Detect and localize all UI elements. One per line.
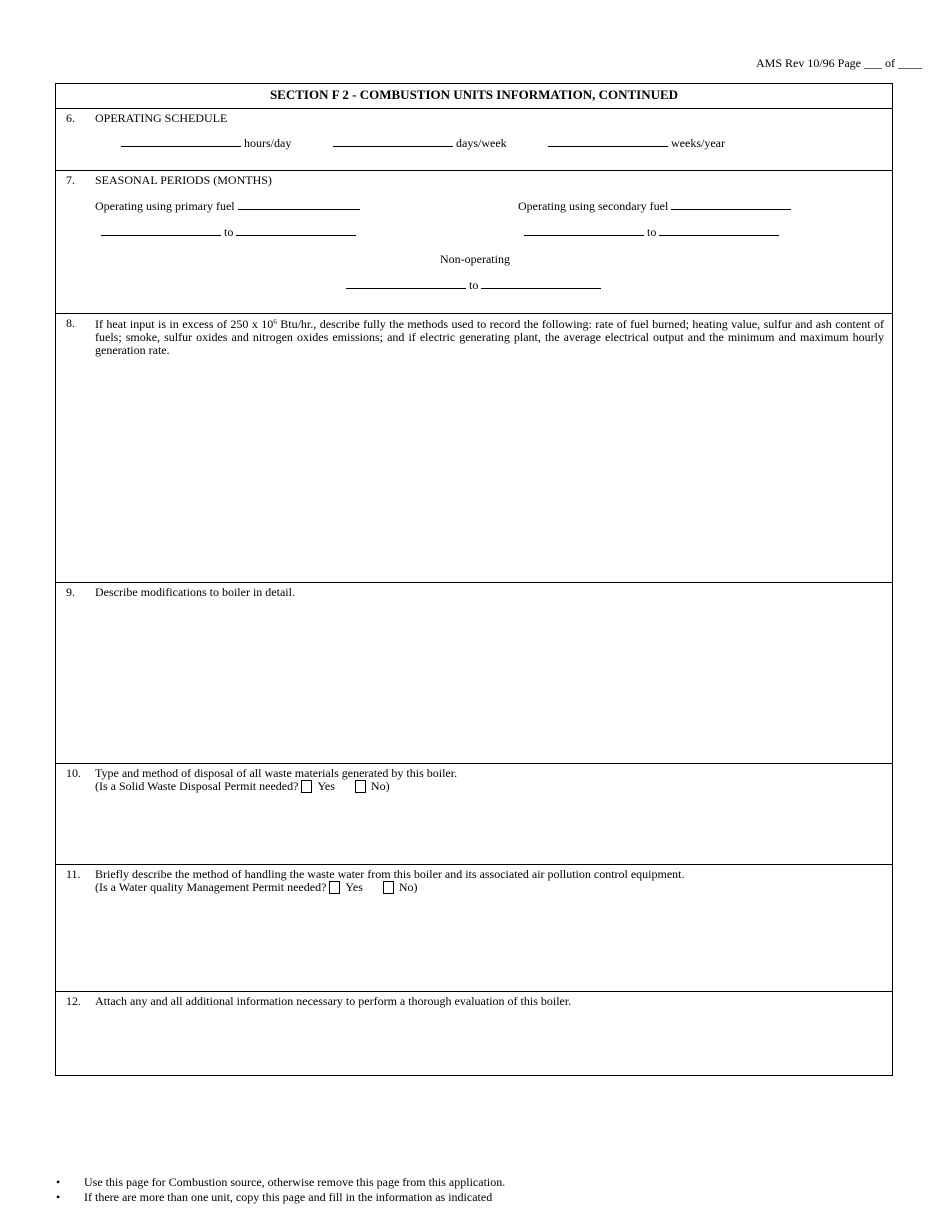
section-12-additional-info xyxy=(56,992,892,1076)
section-6-operating-schedule xyxy=(56,109,892,171)
modifications-response-area[interactable] xyxy=(95,603,884,759)
primary-to-input[interactable] xyxy=(236,225,356,236)
heat-input-instructions: If heat input is in excess of 250 x $10^6$ Btu/hr., describe fully the methods used to record the following: rate of fuel burned; heating value, sulfur and ash content of fuels; smoke, sulfur oxides and nitrogen oxides emissions; and if electric generating plant, the average electrical output and the minimum and maximum hourly generation rate. xyxy=(95,317,884,357)
section-title: SECTION F 2 - COMBUSTION UNITS INFORMATION, CONTINUED xyxy=(56,84,892,109)
primary-fuel-input[interactable] xyxy=(238,199,360,210)
additional-info-prompt: Attach any and all additional information necessary to perform a thorough evaluation of this boiler. xyxy=(95,994,572,1008)
secondary-from-input[interactable] xyxy=(524,225,644,236)
item-number: 9. xyxy=(66,585,75,599)
heat-input-response-area[interactable] xyxy=(95,358,884,578)
non-operating-from-input[interactable] xyxy=(346,278,466,289)
solid-waste-permit-question: (Is a Solid Waste Disposal Permit needed? Yes No) xyxy=(95,779,390,793)
non-operating-to-input[interactable] xyxy=(481,278,601,289)
seasonal-periods-heading: SEASONAL PERIODS (MONTHS) xyxy=(95,173,272,187)
additional-info-response-area[interactable] xyxy=(95,1012,884,1072)
hours-per-day-input[interactable] xyxy=(121,136,241,147)
footnotes xyxy=(56,1175,505,1205)
non-operating-range: to xyxy=(346,278,601,293)
water-quality-no-checkbox[interactable] xyxy=(383,881,394,894)
hours-per-day-field: hours/day xyxy=(121,136,291,151)
item-number: 6. xyxy=(66,111,75,125)
modifications-prompt: Describe modifications to boiler in detail. xyxy=(95,585,295,599)
secondary-fuel-field: Operating using secondary fuel xyxy=(518,199,791,214)
section-8-heat-input xyxy=(56,314,892,583)
primary-fuel-range: to xyxy=(101,225,356,240)
footnote-item: • If there are more than one unit, copy this page and fill in the information as indicated xyxy=(56,1190,493,1204)
operating-schedule-heading: OPERATING SCHEDULE xyxy=(95,111,228,125)
section-9-modifications xyxy=(56,583,892,764)
secondary-fuel-range: to xyxy=(524,225,779,240)
footnote-item: • Use this page for Combustion source, otherwise remove this page from this application. xyxy=(56,1175,506,1189)
non-operating-label: Non-operating xyxy=(440,252,510,266)
item-number: 11. xyxy=(66,867,81,881)
solid-waste-no-checkbox[interactable] xyxy=(355,780,366,793)
item-number: 10. xyxy=(66,766,81,780)
waste-disposal-response-area[interactable] xyxy=(95,798,884,860)
bullet-icon: • xyxy=(56,1175,61,1189)
weeks-per-year-field: weeks/year xyxy=(548,136,725,151)
weeks-per-year-input[interactable] xyxy=(548,136,668,147)
days-per-week-input[interactable] xyxy=(333,136,453,147)
secondary-fuel-input[interactable] xyxy=(671,199,791,210)
item-number: 12. xyxy=(66,994,81,1008)
waste-water-response-area[interactable] xyxy=(95,899,884,987)
section-10-waste-disposal xyxy=(56,764,892,865)
waste-disposal-prompt: Type and method of disposal of all waste materials generated by this boiler. xyxy=(95,766,458,780)
page-reference: AMS Rev 10/96 Page ___ of ____ xyxy=(756,56,922,70)
waste-water-prompt: Briefly describe the method of handling the waste water from this boiler and its associated air pollution control equipment. xyxy=(95,867,685,881)
bullet-icon: • xyxy=(56,1190,61,1204)
days-per-week-field: days/week xyxy=(333,136,507,151)
section-11-waste-water xyxy=(56,865,892,992)
solid-waste-yes-checkbox[interactable] xyxy=(301,780,312,793)
primary-fuel-field: Operating using primary fuel xyxy=(95,199,360,214)
item-number: 8. xyxy=(66,316,75,330)
primary-from-input[interactable] xyxy=(101,225,221,236)
water-quality-permit-question: (Is a Water quality Management Permit needed? Yes No) xyxy=(95,880,418,894)
secondary-to-input[interactable] xyxy=(659,225,779,236)
section-7-seasonal-periods xyxy=(56,171,892,314)
item-number: 7. xyxy=(66,173,75,187)
water-quality-yes-checkbox[interactable] xyxy=(329,881,340,894)
combustion-units-form xyxy=(55,83,893,1076)
